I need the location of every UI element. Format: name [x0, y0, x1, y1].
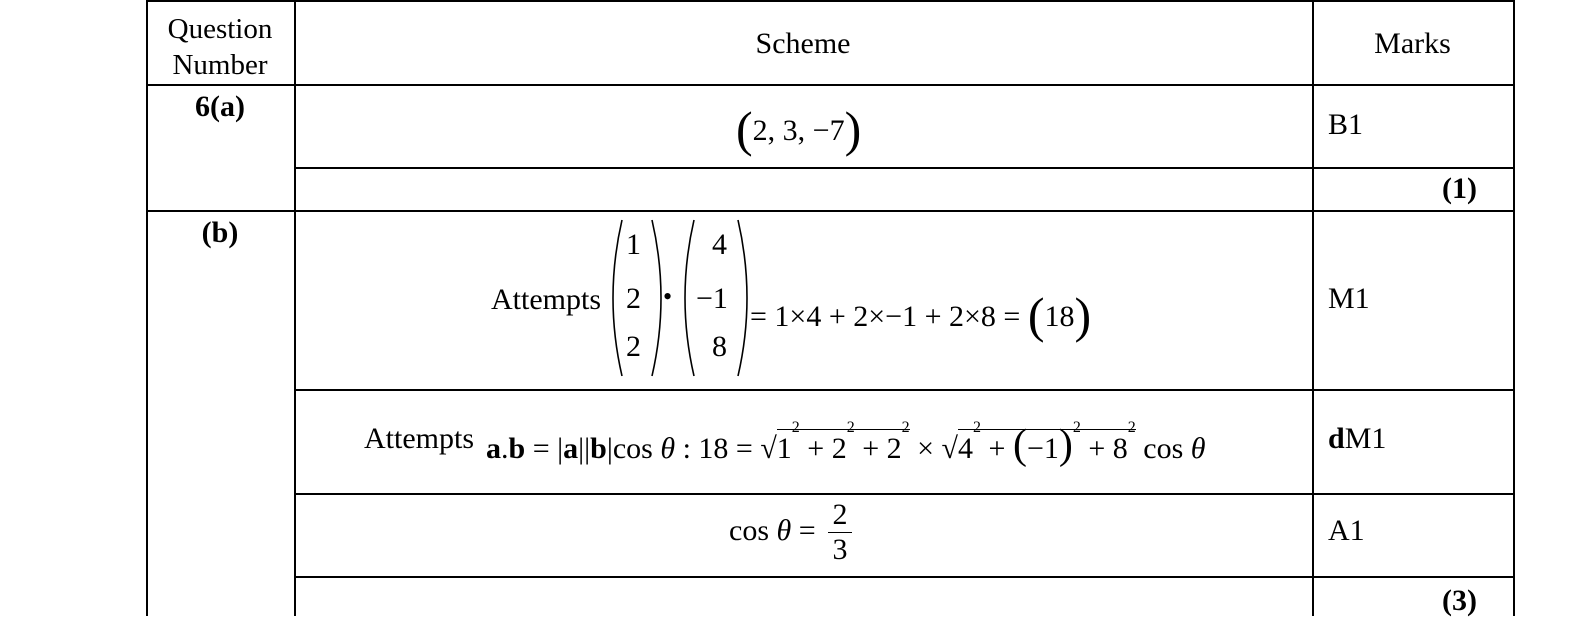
answer-point: (2, 3, −7) — [736, 101, 862, 157]
part-b-total: (3) — [1442, 584, 1477, 617]
row-divider-b-total — [294, 576, 1514, 578]
mark-scheme-table — [146, 0, 1514, 616]
answer-point-source — [0, 0, 1, 1]
row2-formula: a.b = |a||b|cos θ : $18 = √1^2 + 2^2 + 2^2 \times √4^2 + (-1)^2 + 8^2$ cos θ — [486, 419, 1206, 468]
header-question-line2: Number — [172, 49, 268, 81]
row-divider-b2 — [294, 389, 1514, 391]
mark-dm1: dM1 — [1328, 422, 1387, 455]
header-question-number — [146, 11, 294, 83]
vector-2-entry: −1 — [696, 282, 728, 315]
part-divider-b — [146, 210, 1514, 212]
fraction-two-thirds — [828, 500, 852, 565]
table-border-right — [1513, 0, 1515, 616]
vector-1-entry: 1 — [626, 228, 641, 261]
row1-prefix: Attempts — [491, 283, 601, 316]
cos-theta-lhs: cos θ = — [729, 514, 816, 547]
question-label-6a: 6(a) — [195, 90, 245, 123]
row-divider-a-total — [294, 167, 1514, 169]
table-border-top — [146, 0, 1514, 2]
mark-m1: M1 — [1328, 282, 1370, 315]
header-scheme: Scheme — [755, 27, 851, 60]
row2-prefix: Attempts — [364, 422, 474, 455]
dot-operator: • — [663, 282, 673, 311]
part-a-total: (1) — [1442, 172, 1477, 205]
dot-product-result: 18 — [1044, 300, 1075, 333]
dot-product-expansion: = 1×4 + 2×−1 + 2×8 = (18) — [750, 287, 1092, 343]
mark-a1: A1 — [1328, 514, 1365, 547]
column-divider-question — [294, 0, 296, 616]
header-divider — [146, 84, 1514, 86]
header-question-number-source — [0, 0, 1, 1]
fraction-numerator: 2 — [832, 498, 848, 531]
header-question-line1: Question — [167, 13, 273, 45]
column-divider-marks — [1312, 0, 1314, 616]
vector-2-entry: 4 — [712, 228, 727, 261]
vector-1-entry: 2 — [626, 330, 641, 363]
fraction-denominator: 3 — [832, 533, 848, 566]
header-marks: Marks — [1374, 27, 1451, 60]
vector-2-entry: 8 — [712, 330, 727, 363]
question-label-6b: (b) — [201, 216, 239, 249]
vector-1-entry: 2 — [626, 282, 641, 315]
row-divider-b3 — [294, 493, 1514, 495]
mark-b1: B1 — [1328, 108, 1364, 141]
